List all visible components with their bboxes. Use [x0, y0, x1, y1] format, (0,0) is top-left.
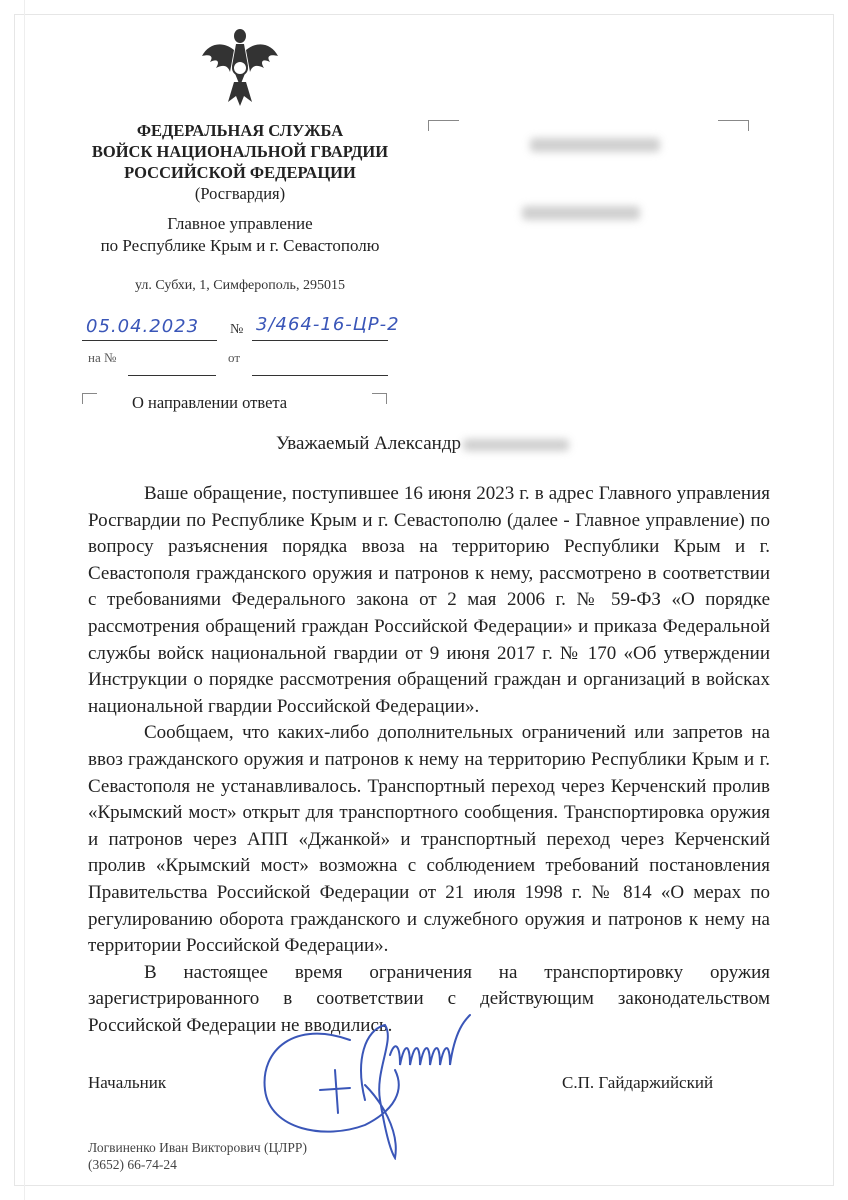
- letter-body: [88, 481, 770, 1039]
- department: [70, 213, 410, 257]
- handwritten-signature: [255, 1010, 480, 1160]
- paragraph: Ваше обращение, поступившее 16 июня 2023 г. в адрес Главного управления Росгвардии по Республике Крым и г. Севастополю (далее - Главное управление) по вопросу разъяснения порядка ввоза на территорию Республики Крым и г. Севастополя гражданского оружия и патронов к нему, рассмотрено в соответствии с требованиями Федерального закона от 2 мая 2006 г. № 59-ФЗ «О порядке рассмотрения обращений граждан Российской Федерации» и приказа Федеральной службы войск национальной гвардии от 9 июня 2017 г. № 170 «Об утверждении Инструкции о порядке рассмотрения обращений граждан и организаций в войсках национальной гвардии Российской Федерации».: [88, 483, 770, 717]
- paragraph: Сообщаем, что каких-либо дополнительных ограничений или запретов на ввоз гражданского оружия и патронов к нему на территорию Республики Крым и г. Севастополя не устанавливалось. Транспортный переход через Керченский пролив «Крымский мост» открыт для транспортного сообщения. Транспортировка оружия и патронов через АПП «Джанкой» и транспортный переход через Керченский пролив «Крымский мост» возможна с соблюдением требований постановления Правительства Российской Федерации от 21 июля 1998 г. № 814 «О мерах по регулированию оборота гражданского и служебного оружия и патронов к нему на территории Российской Федерации».: [88, 722, 770, 957]
- dept-line: Главное управление: [167, 214, 313, 233]
- dept-line: по Республике Крым и г. Севастополю: [100, 236, 380, 255]
- executor-phone: (3652) 66-74-24: [88, 1157, 177, 1172]
- org-line: ФЕДЕРАЛЬНАЯ СЛУЖБА: [136, 121, 344, 140]
- scan-margin: [24, 0, 25, 1200]
- registration-date: 05.04.2023: [86, 316, 200, 337]
- from-label: от: [228, 350, 241, 365]
- org-line: (Росгвардия): [194, 184, 286, 203]
- greeting-text: Уважаемый Александр: [276, 433, 461, 454]
- recipient-email-redacted: [522, 206, 640, 220]
- subject: О направлении ответа: [132, 393, 288, 412]
- signatory-name: С.П. Гайдаржийский: [562, 1073, 714, 1092]
- address: ул. Субхи, 1, Симферополь, 295015: [135, 278, 345, 293]
- org-line: РОССИЙСКОЙ ФЕДЕРАЦИИ: [124, 163, 356, 182]
- registration-number: 3/464-16-ЦР-2: [256, 314, 400, 335]
- reply-to-label: на №: [88, 350, 117, 365]
- greeting: [276, 433, 569, 455]
- number-label: №: [230, 322, 244, 337]
- rosgvardia-emblem-icon: [200, 26, 280, 108]
- org-line: ВОЙСК НАЦИОНАЛЬНОЙ ГВАРДИИ: [91, 142, 389, 161]
- patronymic-redacted: [463, 439, 569, 451]
- executor-name: Логвиненко Иван Викторович (ЦЛРР): [88, 1140, 307, 1155]
- org-name: [70, 120, 410, 204]
- recipient-name-redacted: [530, 138, 660, 152]
- signatory-position: Начальник: [88, 1073, 167, 1092]
- paragraph: В настоящее время ограничения на транспортировку оружия зарегистрированного в соответствии с действующим законодательством Российской Федерации не вводились.: [88, 961, 770, 1036]
